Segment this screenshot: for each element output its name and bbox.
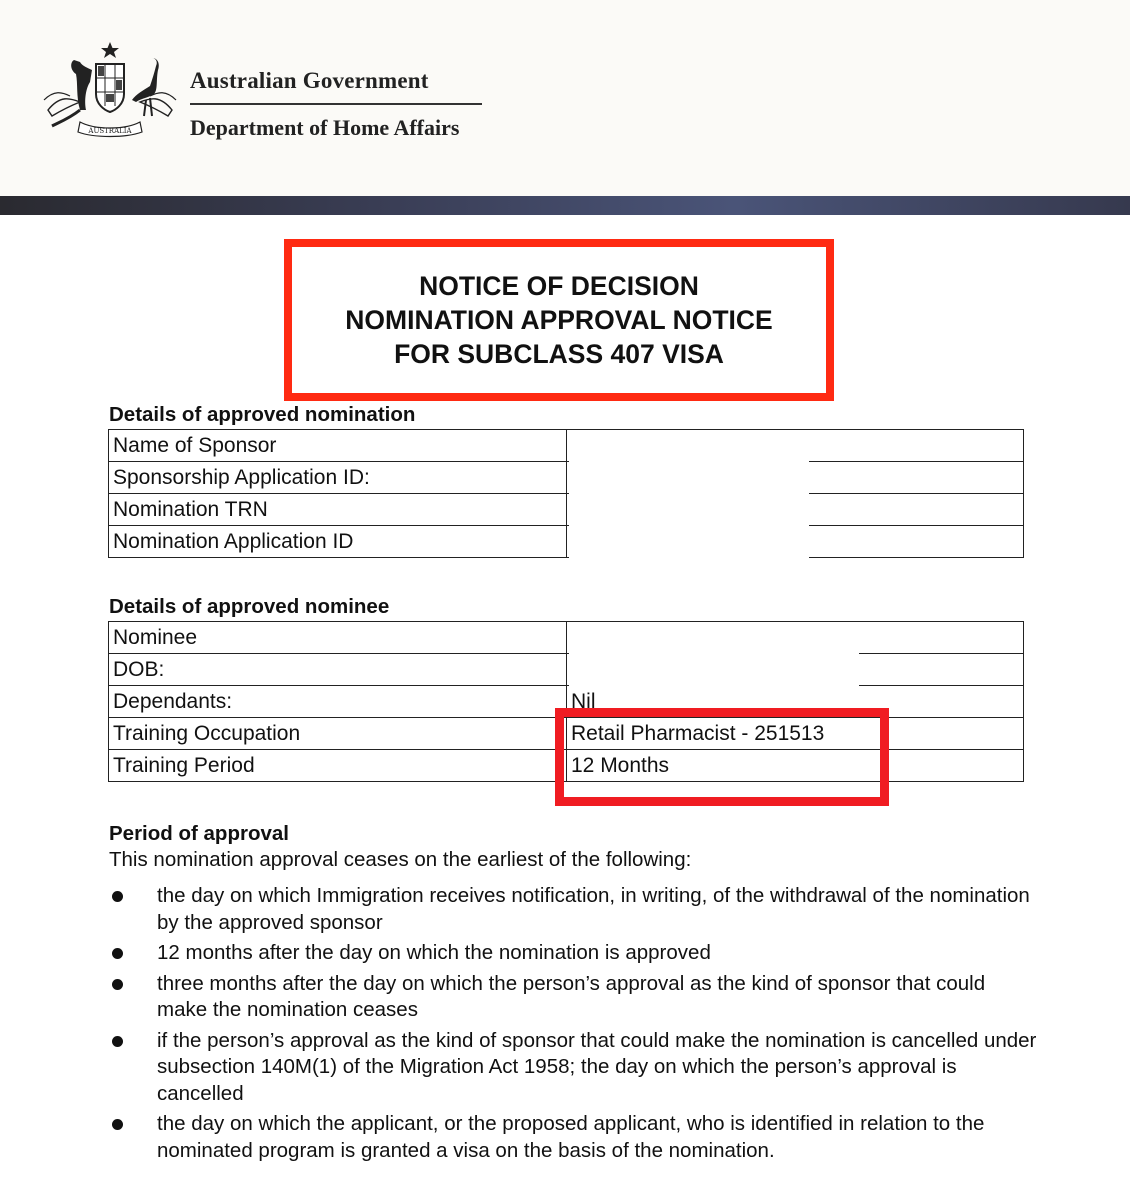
bullet-icon xyxy=(112,891,123,902)
row-label: Training Period xyxy=(109,750,567,782)
table-row xyxy=(109,430,1024,462)
occupation-highlight-box xyxy=(555,708,889,806)
bullet-icon xyxy=(112,1036,123,1047)
coat-of-arms-icon xyxy=(40,40,180,140)
row-label: DOB: xyxy=(109,654,567,686)
notice-title-line: NOMINATION APPROVAL NOTICE xyxy=(345,305,773,335)
row-value: 12 Months xyxy=(567,750,1024,782)
nominee-heading: Details of approved nominee xyxy=(109,595,390,618)
bullet-icon xyxy=(112,1119,123,1130)
list-item xyxy=(109,883,1039,936)
letterhead-divider xyxy=(190,103,482,105)
redaction-block xyxy=(569,431,809,565)
crest-banner-text: AUSTRALIA xyxy=(88,127,132,135)
approval-heading: Period of approval xyxy=(109,822,289,845)
notice-title-box xyxy=(284,239,834,401)
approval-intro: This nomination approval ceases on the earliest of the following: xyxy=(109,848,692,871)
table-row xyxy=(109,494,1024,526)
condition-text: if the person’s approval as the kind of sponsor that could make the nomination is cancelled under subsection 140M(1) of the Migration Act 1958; the day on which the person’s approval is cancelled xyxy=(157,1028,1037,1105)
letterhead xyxy=(0,0,1130,196)
bullet-icon xyxy=(112,948,123,959)
bullet-icon xyxy=(112,979,123,990)
row-label: Dependants: xyxy=(109,686,567,718)
notice-title-line: FOR SUBCLASS 407 VISA xyxy=(394,339,724,369)
row-label: Nomination Application ID xyxy=(109,526,567,558)
nomination-table xyxy=(108,429,1024,558)
government-name: Australian Government xyxy=(190,68,429,93)
table-row xyxy=(109,462,1024,494)
row-value: Retail Pharmacist - 251513 xyxy=(567,718,1024,750)
condition-text: three months after the day on which the person’s approval as the kind of sponsor that could make the nomination ceases xyxy=(157,971,986,1021)
row-value: Nil xyxy=(567,686,1024,718)
table-row xyxy=(109,526,1024,558)
list-item xyxy=(109,1028,1039,1108)
condition-text: the day on which Immigration receives notification, in writing, of the withdrawal of the nomination by the approved sponsor xyxy=(157,884,1030,934)
row-label: Name of Sponsor xyxy=(109,430,567,462)
row-label: Sponsorship Application ID: xyxy=(109,462,567,494)
list-item xyxy=(109,971,1039,1024)
condition-text: the day on which the applicant, or the proposed applicant, who is identified in relation to the nominated program is granted a visa on the basis of the nomination. xyxy=(157,1112,985,1162)
list-item xyxy=(109,940,1039,967)
row-label: Nomination TRN xyxy=(109,494,567,526)
header-band xyxy=(0,196,1130,215)
row-label: Training Occupation xyxy=(109,718,567,750)
department-name: Department of Home Affairs xyxy=(190,115,460,140)
nomination-heading: Details of approved nomination xyxy=(109,403,416,426)
table-row xyxy=(109,622,1024,654)
notice-title-line: NOTICE OF DECISION xyxy=(419,271,699,301)
redaction-block xyxy=(569,623,859,687)
conditions-list xyxy=(109,883,1039,1168)
condition-text: 12 months after the day on which the nomination is approved xyxy=(157,941,711,964)
list-item xyxy=(109,1111,1039,1164)
table-row xyxy=(109,654,1024,686)
row-label: Nominee xyxy=(109,622,567,654)
